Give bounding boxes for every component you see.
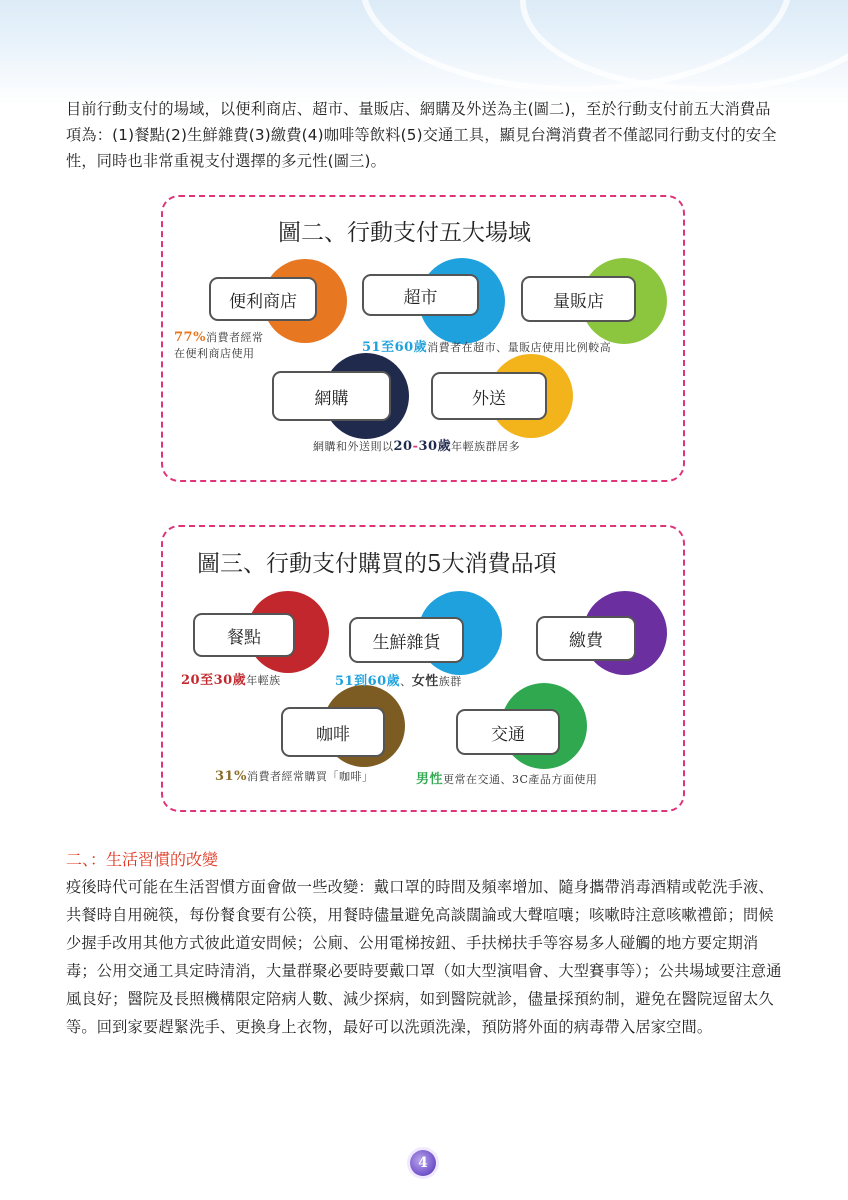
note-coffee	[215, 768, 373, 784]
note-value: 30歲	[418, 439, 452, 454]
note-text: 年輕族	[246, 674, 281, 687]
note-supermarket	[362, 336, 611, 355]
node-label: 網購	[272, 371, 391, 421]
node-label: 餐點	[193, 613, 295, 657]
note-value: 31%	[215, 769, 247, 784]
header-background	[0, 0, 848, 105]
node-label: 外送	[431, 372, 547, 420]
node-label: 超市	[362, 274, 479, 316]
note-value: 20至30歲	[181, 673, 247, 688]
note-value: 女性	[411, 674, 439, 689]
note-online	[313, 435, 520, 454]
note-value: 51至60歲	[362, 340, 428, 355]
note-text: 在便利商店使用	[174, 347, 255, 360]
node-label: 便利商店	[209, 277, 317, 321]
note-fresh	[335, 670, 462, 689]
note-text: 網購和外送則以	[313, 440, 394, 453]
note-value: 20	[393, 439, 413, 454]
figure2-panel	[161, 195, 685, 482]
figure3-panel	[161, 525, 685, 812]
node-label: 繳費	[536, 616, 636, 661]
note-text: 年輕族群居多	[451, 440, 521, 453]
note-value: -	[412, 439, 419, 454]
note-text: 消費者在超市、量販店使用比例較高	[427, 341, 612, 354]
note-text: 消費者經常	[205, 331, 264, 344]
node-label: 咖啡	[281, 707, 385, 757]
note-value: 51到60歲	[335, 674, 401, 689]
note-value: 77%	[174, 330, 206, 345]
note-value: 男性	[416, 772, 444, 787]
note-text: 族群	[438, 675, 462, 688]
note-convenience	[174, 330, 263, 362]
section-heading: 二、：生活習慣的改變	[66, 850, 219, 869]
node-label: 量販店	[521, 276, 636, 322]
intro-paragraph: 目前行動支付的場域，以便利商店、超市、量販店、網購及外送為主(圖二)，至於行動支付前五大消費品項為：(1)餐點(2)生鮮雜費(3)繳費(4)咖啡等飲料(5)交通工具，顯見台灣消費者不僅認同行動支付的安全性，同時也非常重視支付選擇的多元性(圖三)。	[66, 100, 777, 170]
node-label: 生鮮雜貨	[349, 617, 464, 663]
note-text: 、	[400, 675, 412, 688]
note-traffic	[416, 768, 597, 787]
note-text: 消費者經常購買「咖啡」	[246, 770, 374, 783]
section-body: 疫後時代可能在生活習慣方面會做一些改變：戴口罩的時間及頻率增加、隨身攜帶消毒酒精或乾洗手液、共餐時自用碗筷，每份餐食要有公筷，用餐時儘量避免高談闊論或大聲喧嚷；咳嗽時注意咳嗽禮節；問候少握手改用其他方式彼此道安問候；公廁、公用電梯按鈕、手扶梯扶手等容易多人碰觸的地方要定期消毒；公用交通工具定時清消，大量群聚必要時要戴口罩（如大型演唱會、大型賽事等）；公共場域要注意通風良好；醫院及長照機構限定陪病人數、減少探病，如到醫院就診，儘量採預約制，避免在醫院逗留太久等。回到家要趕緊洗手、更換身上衣物，最好可以洗頭洗澡，預防將外面的病毒帶入居家空間。	[66, 878, 782, 1036]
figure3-title: 圖三、行動支付購買的5大消費品項	[197, 551, 557, 577]
note-meal	[181, 669, 281, 688]
node-label: 交通	[456, 709, 560, 755]
figure2-title: 圖二、行動支付五大場域	[278, 220, 531, 246]
note-text: 更常在交通、3C產品方面使用	[443, 773, 598, 786]
page-number: 4	[410, 1150, 436, 1176]
